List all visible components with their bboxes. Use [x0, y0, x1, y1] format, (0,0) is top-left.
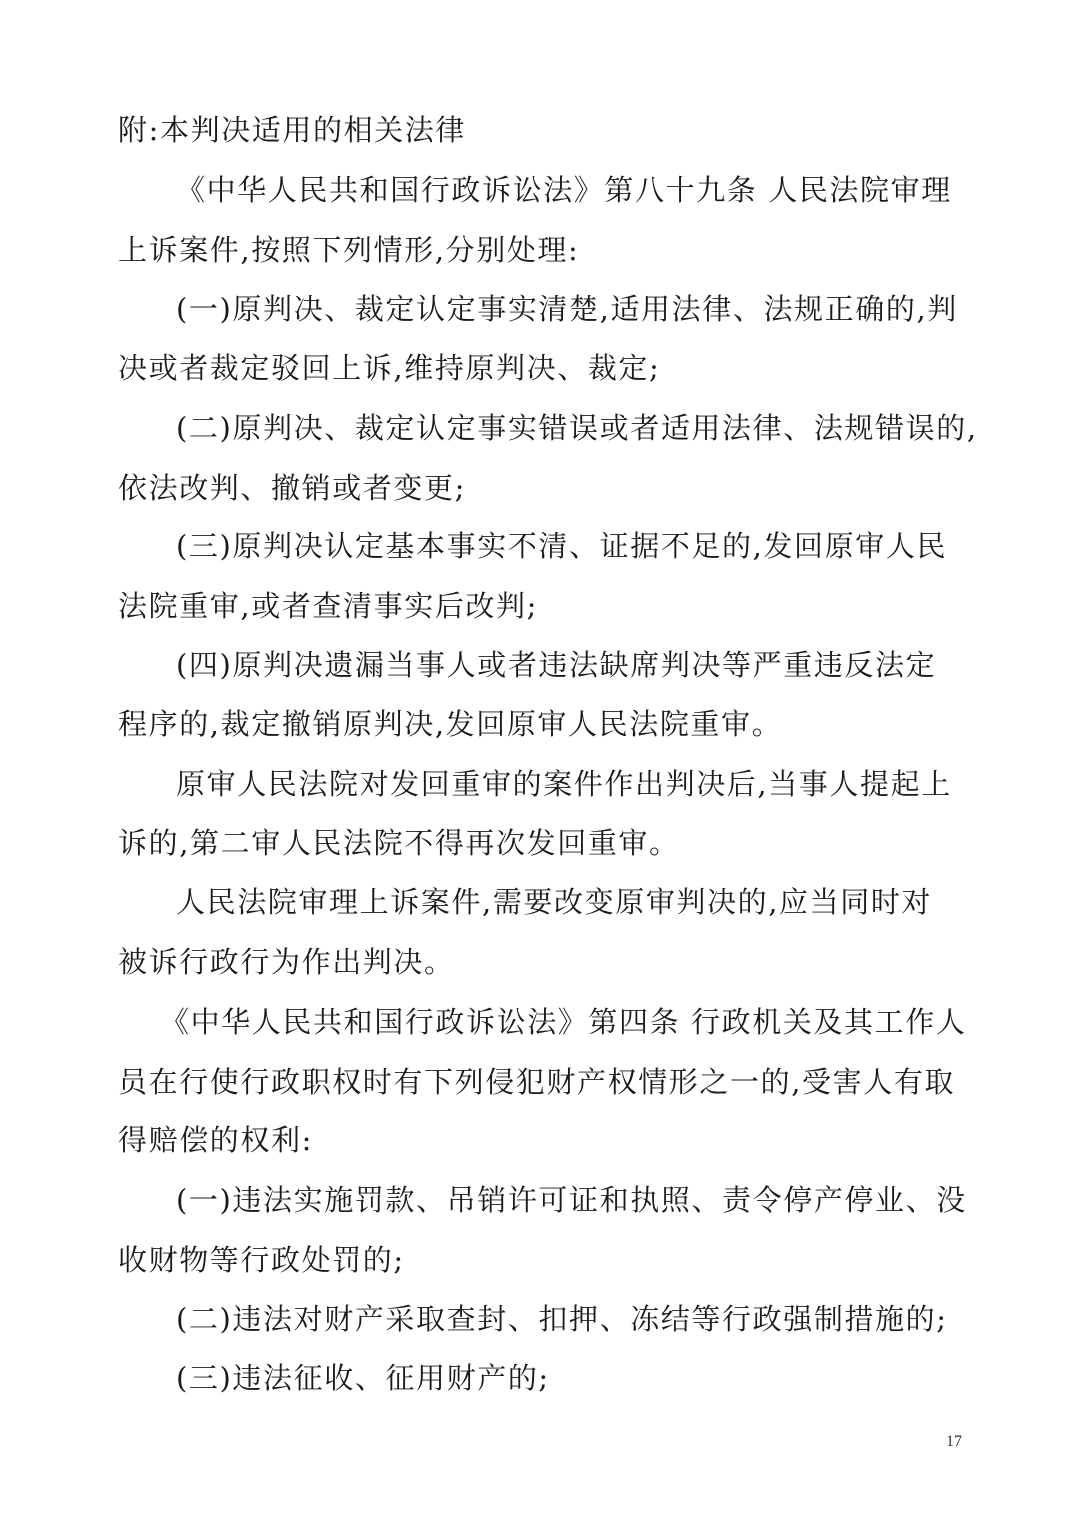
text-line: 决或者裁定驳回上诉,维持原判决、裁定;	[118, 351, 661, 385]
text-line: 法院重审,或者查清事实后改判;	[118, 589, 538, 623]
text-line: 《中华人民共和国行政诉讼法》第四条 行政机关及其工作人	[160, 1005, 967, 1039]
text-line: 收财物等行政处罚的;	[118, 1243, 405, 1277]
text-line: 人民法院审理上诉案件,需要改变原审判决的,应当同时对	[176, 885, 933, 919]
text-line: (三)原判决认定基本事实不清、证据不足的,发回原审人民	[176, 529, 948, 563]
text-line: (四)原判决遗漏当事人或者违法缺席判决等严重违反法定	[176, 648, 937, 682]
text-line: (三)违法征收、征用财产的;	[176, 1361, 550, 1395]
text-line: 上诉案件,按照下列情形,分别处理:	[118, 233, 580, 267]
text-line: 程序的,裁定撤销原判决,发回原审人民法院重审。	[118, 707, 783, 741]
text-line: 被诉行政行为作出判决。	[118, 945, 455, 979]
page-number: 17	[946, 1433, 962, 1450]
text-line: 得赔偿的权利:	[118, 1123, 313, 1157]
text-line: 员在行使行政职权时有下列侵犯财产权情形之一的,受害人有取	[118, 1065, 956, 1099]
text-line: 诉的,第二审人民法院不得再次发回重审。	[118, 826, 680, 860]
text-line: (二)违法对财产采取查封、扣押、冻结等行政强制措施的;	[176, 1302, 948, 1336]
text-line: (二)原判决、裁定认定事实错误或者适用法律、法规错误的,	[176, 411, 978, 445]
appendix-heading: 附:本判决适用的相关法律	[118, 113, 466, 147]
text-line: 《中华人民共和国行政诉讼法》第八十九条 人民法院审理	[176, 173, 952, 207]
text-line: (一)违法实施罚款、吊销许可证和执照、责令停产停业、没	[176, 1183, 967, 1217]
text-line: 原审人民法院对发回重审的案件作出判决后,当事人提起上	[176, 767, 952, 801]
text-line: (一)原判决、裁定认定事实清楚,适用法律、法规正确的,判	[176, 292, 958, 326]
text-line: 依法改判、撤销或者变更;	[118, 471, 466, 505]
